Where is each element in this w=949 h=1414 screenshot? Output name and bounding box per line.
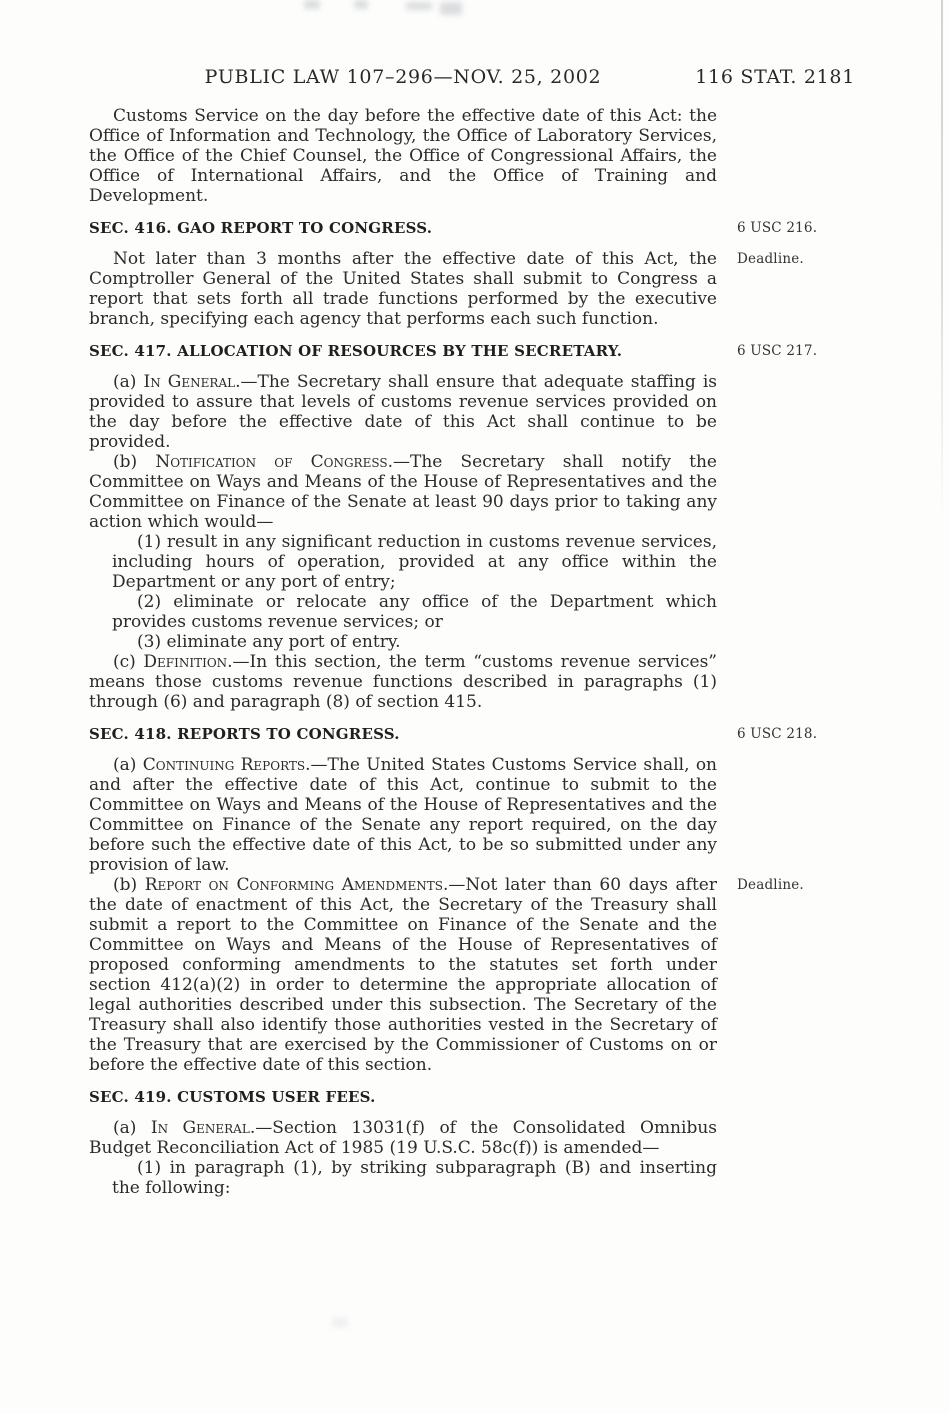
- ink-smudge: [304, 0, 320, 9]
- paragraph-text: .—Section 13031(f) of the Consolidated Omnibus Budget Reconciliation Act of 1985 (19 U.S.C. 58c(f)) is amended—: [89, 1118, 718, 1158]
- stat-page-number: 116 STAT. 2181: [695, 66, 855, 88]
- small-caps-label: In General: [143, 372, 236, 392]
- small-caps-label: Definition: [143, 652, 228, 672]
- section-heading: [89, 218, 818, 238]
- running-head-title: PUBLIC LAW 107–296—NOV. 25, 2002: [204, 66, 602, 88]
- section-heading-text: SEC. 419. CUSTOMS USER FEES.: [89, 1088, 376, 1106]
- paragraph-text: (a): [113, 755, 143, 775]
- paragraph-text: (b): [113, 875, 145, 895]
- small-caps-label: Report on Conforming Amendments: [144, 875, 443, 895]
- paragraph-text: .—In this section, the term “customs revenue services” means those customs revenue functions described in paragraphs (1) through (6) and paragraph (8) of section 415.: [89, 652, 717, 712]
- ink-smudge: [406, 2, 432, 10]
- paragraph-text: .—The United States Customs Service shall, on and after the effective date of this Act, continue to submit to the Committee on Ways and Means of the House of Representatives and the Committee on Finance of the Senate any report required, on the day before such the effective date of this Act, to be so submitted under any provision of law.: [89, 755, 717, 875]
- margin-note: Deadline.: [737, 877, 804, 893]
- paragraph-text: .—The Secretary shall ensure that adequate staffing is provided to assure that levels of customs revenue services provided on the day before the effective date of this Act shall continue to be provided.: [89, 372, 718, 452]
- paragraph-text: .—Not later than 60 days after the date of enactment of this Act, the Secretary of the Treasury shall submit a report to the Committee on Finance of the Senate and the Committee on Ways and Means of the House of Representatives of proposed conforming amendments to the statutes set forth under section 412(a)(2) in order to determine the appropriate allocation of legal authorities described under this subsection. The Secretary of the Treasury shall also identify those authorities vested in the Secretary of the Treasury that are exercised by the Commissioner of Customs on or before the effective date of this section.: [89, 875, 717, 1075]
- ink-smudge: [332, 1318, 348, 1327]
- margin-note: Deadline.: [737, 251, 804, 267]
- ink-smudge: [354, 0, 368, 9]
- section-heading-text: SEC. 416. GAO REPORT TO CONGRESS.: [89, 219, 433, 237]
- small-caps-label: In General: [150, 1118, 250, 1138]
- running-head: [89, 66, 855, 92]
- statute-paragraph: [89, 452, 717, 532]
- small-caps-label: Notification of Congress: [155, 452, 388, 472]
- statute-body: [89, 106, 818, 1198]
- margin-note: 6 USC 218.: [737, 726, 818, 742]
- statute-paragraph: [112, 632, 717, 652]
- paragraph-text: (2) eliminate or relocate any office of the Department which provides customs revenue services; or: [112, 592, 717, 632]
- page-edge-line: [941, 0, 943, 520]
- statute-paragraph: [89, 755, 717, 875]
- paragraph-text: (a): [113, 1118, 151, 1138]
- section-heading: [89, 341, 818, 361]
- paragraph-text: (b): [113, 452, 156, 472]
- paragraph-text: .—The Secretary shall notify the Committee on Ways and Means of the House of Representatives and the Committee on Finance of the Senate at least 90 days prior to taking any action which would—: [89, 452, 717, 532]
- small-caps-label: Continuing Reports: [142, 755, 306, 775]
- paragraph-text: (1) result in any significant reduction in customs revenue services, including hours of operation, provided at any office within the Department or any port of entry;: [112, 532, 717, 592]
- ink-smudge: [440, 2, 462, 15]
- margin-note: 6 USC 216.: [737, 220, 818, 236]
- statute-paragraph: [89, 372, 717, 452]
- statute-paragraph: [89, 106, 717, 206]
- statute-paragraph: [89, 652, 717, 712]
- paragraph-text: (c): [113, 652, 144, 672]
- statute-paragraph: [112, 532, 717, 592]
- statute-paragraph: [112, 592, 717, 632]
- section-heading: [89, 724, 818, 744]
- paragraph-text: (a): [113, 372, 144, 392]
- statute-paragraph: [89, 249, 804, 329]
- section-heading-text: SEC. 418. REPORTS TO CONGRESS.: [89, 725, 400, 743]
- paragraph-text: Customs Service on the day before the effective date of this Act: the Office of Information and Technology, the Office of Laboratory Services, the Office of the Chief Counsel, the Office of Congressional Affairs, the Office of International Affairs, and the Office of Training and Development.: [89, 106, 717, 206]
- paragraph-text: Not later than 3 months after the effective date of this Act, the Comptroller General of the United States shall submit to Congress a report that sets forth all trade functions performed by the executive branch, specifying each agency that performs each such function.: [89, 249, 717, 329]
- section-heading: [89, 1087, 717, 1107]
- paragraph-text: (3) eliminate any port of entry.: [137, 632, 401, 652]
- margin-note: 6 USC 217.: [737, 343, 818, 359]
- statute-paragraph: [112, 1158, 717, 1198]
- statute-paragraph: [89, 1118, 717, 1158]
- paragraph-text: (1) in paragraph (1), by striking subparagraph (B) and inserting the following:: [112, 1158, 717, 1198]
- section-heading-text: SEC. 417. ALLOCATION OF RESOURCES BY THE SECRETARY.: [89, 342, 623, 360]
- statute-paragraph: [89, 875, 804, 1075]
